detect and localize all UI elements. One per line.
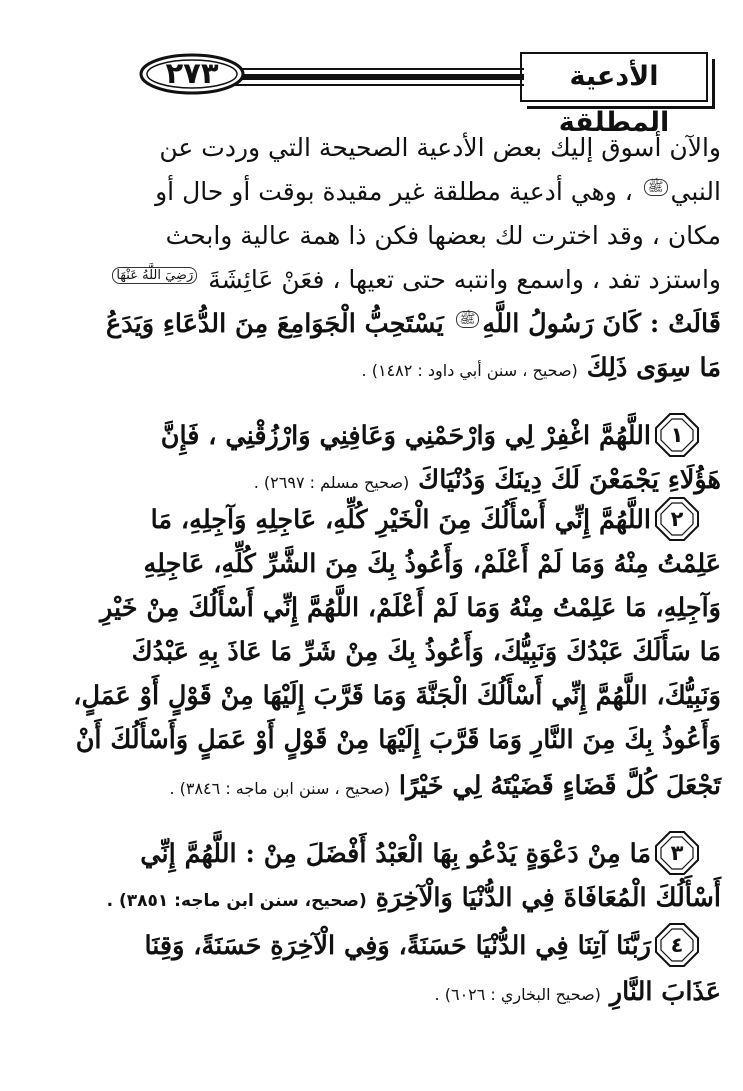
hadith-text: قَالَتْ : كَانَ رَسُولُ اللَّهِ <box>482 309 721 339</box>
citation: (صحيح البخاري : ٦٠٢٦) . <box>434 985 601 1004</box>
dua-number: ١ <box>670 423 684 447</box>
dua-text: مَا مِنْ دَعْوَةٍ يَدْعُو بِهَا الْعَبْدُ أَفْضَلَ مِنْ : اللَّهُمَّ إِنِّي <box>140 839 651 869</box>
dua-2-line-6 <box>76 718 721 762</box>
dua-text: عَلِمْتُ مِنْهُ وَمَا لَمْ أَعْلَمْ، وَأَعُوذُ بِكَ مِنَ الشَّرِّ كُلِّهِ، عَاجِلِهِ <box>143 549 721 579</box>
dua-1-line-1 <box>161 414 651 458</box>
honorific-seal-icon: ﷺ <box>644 179 668 196</box>
dua-3-line-1 <box>140 832 651 876</box>
dua-text: وَآجِلِهِ، مَا عَلِمْتُ مِنْهُ وَمَا لَمْ أَعْلَمْ، اللَّهُمَّ إِنِّي أَسْأَلُكَ مِنْ خَيْرِ <box>99 593 721 623</box>
intro-text: النبي <box>670 177 721 206</box>
dua-text: اللَّهُمَّ إِنِّي أَسْأَلُكَ مِنَ الْخَيْرِ كُلِّهِ، عَاجِلِهِ وَآجِلِهِ، مَا <box>150 505 651 535</box>
dua-4-line-1 <box>144 924 651 968</box>
dua-text: أَسْأَلُكَ الْمُعَافَاةَ فِي الدُّنْيَا وَالْآخِرَةِ <box>375 883 721 913</box>
honorific-seal-icon: رَضِيَ اللَّهُ عَنْهَا <box>112 267 197 284</box>
dua-number-badge <box>654 922 700 968</box>
intro-text: واستزد تفد ، واسمع وانتبه حتى تعيها ، فعَنْ عَائِشَةَ <box>208 265 721 294</box>
intro-line-1 <box>159 126 721 170</box>
dua-text: مَا سَأَلَكَ عَبْدُكَ وَنَبِيُّكَ، وَأَعُوذُ بِكَ مِنْ شَرِّ مَا عَاذَ بِهِ عَبْدُكَ <box>131 637 721 667</box>
intro-line-6 <box>362 346 721 393</box>
dua-text: وَأَعُوذُ بِكَ مِنَ النَّارِ وَمَا قَرَّبَ إِلَيْهَا مِنْ قَوْلٍ أَوْ عَمَلٍ وَأَسْأَلُكَ أَنْ <box>75 725 721 755</box>
citation: (صحيح، سنن ابن ماجه: ٣٨٥١) . <box>106 891 367 911</box>
intro-text: ، وهي أدعية مطلقة غير مقيدة بوقت أو حال أو <box>155 177 633 206</box>
dua-2-line-7 <box>169 764 721 811</box>
dua-2-line-1 <box>151 498 651 542</box>
intro-line-3 <box>166 214 721 258</box>
honorific-seal-icon: ﷺ <box>456 311 480 328</box>
dua-text: وَنَبِيُّكَ، اللَّهُمَّ إِنِّي أَسْأَلُكَ الْجَنَّةَ وَمَا قَرَّبَ إِلَيْهَا مِنْ قَوْلٍ أَوْ عَمَلٍ، <box>73 681 721 711</box>
dua-text: اللَّهُمَّ اغْفِرْ لِي وَارْحَمْنِي وَعَافِنِي وَارْزُقْنِي ، فَإِنَّ <box>160 421 651 451</box>
dua-2-line-2 <box>144 542 722 586</box>
dua-number: ٤ <box>670 933 684 957</box>
dua-number: ٢ <box>670 507 684 531</box>
intro-line-2 <box>155 170 721 214</box>
hadith-text: يَسْتَحِبُّ الْجَوَامِعَ مِنَ الدُّعَاءِ وَيَدَعُ <box>106 309 444 339</box>
dua-text: هَؤُلَاءِ يَجْمَعْنَ لَكَ دِينَكَ وَدُنْيَاكَ <box>418 465 721 495</box>
intro-text: والآن أسوق إليك بعض الأدعية الصحيحة التي وردت عن <box>159 133 721 162</box>
intro-line-4 <box>109 258 721 302</box>
citation: (صحيح مسلم : ٢٦٩٧) . <box>253 473 410 492</box>
dua-text: عَذَابَ النَّارِ <box>609 977 721 1007</box>
citation: (صحيح ، سنن ابن ماجه : ٣٨٤٦) . <box>169 779 391 798</box>
citation: (صحيح ، سنن أبي داود : ١٤٨٢) . <box>361 361 578 380</box>
hadith-text: مَا سِوَى ذَلِكَ <box>586 353 721 383</box>
dua-2-line-3 <box>100 586 721 630</box>
section-title: الأدعية المطلقة <box>558 61 670 138</box>
dua-number-badge <box>654 412 700 458</box>
dua-4-line-2 <box>435 970 721 1017</box>
dua-number: ٣ <box>670 841 684 865</box>
dua-number-badge <box>654 830 700 876</box>
dua-number-badge <box>654 496 700 542</box>
intro-line-5 <box>106 302 721 346</box>
dua-text: رَبَّنَا آتِنَا فِي الدُّنْيَا حَسَنَةً، وَفِي الْآخِرَةِ حَسَنَةً، وَقِنَا <box>144 931 651 961</box>
dua-text: تَجْعَلَ كُلَّ قَضَاءٍ قَضَيْتَهُ لِي خَيْرًا <box>398 771 721 801</box>
intro-text: مكان ، وقد اخترت لك بعضها فكن ذا همة عالية وابحث <box>165 221 721 250</box>
page-number: ٢٧٣ <box>165 56 219 90</box>
dua-2-line-5 <box>73 674 721 718</box>
dua-3-line-2 <box>107 876 721 923</box>
dua-2-line-4 <box>132 630 721 674</box>
